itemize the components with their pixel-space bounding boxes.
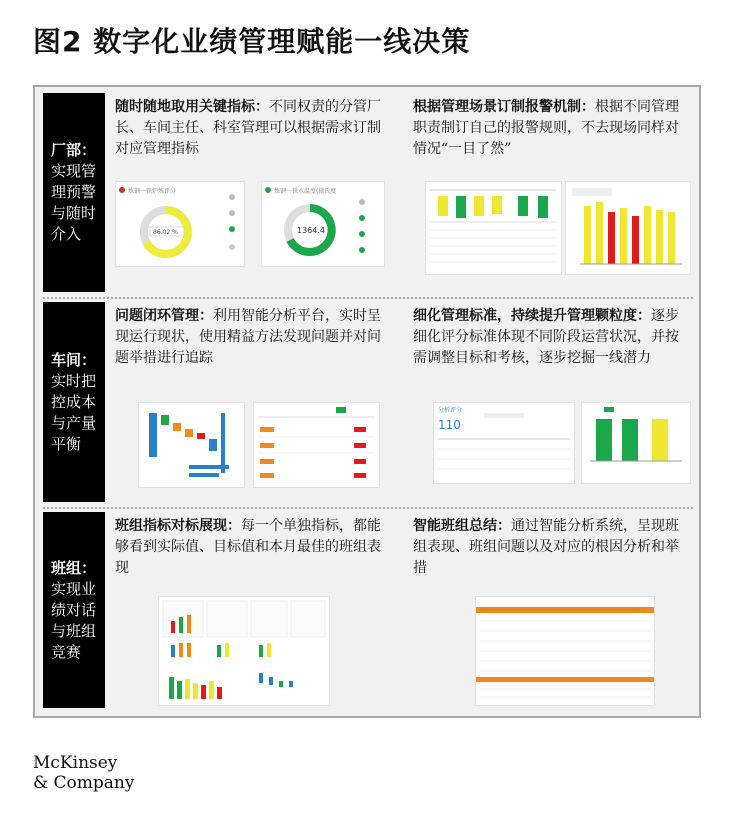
score-thumbnail — [433, 402, 575, 484]
cell-head: 细化管理标准，持续提升管理颗粒度： — [413, 308, 651, 324]
issue-table-thumbnail — [253, 402, 380, 488]
sidebar-head: 车间： — [51, 350, 97, 369]
cell-text — [115, 97, 387, 160]
gauge-value: 86.02 % — [153, 229, 178, 236]
gauge-title: 炼钢一铁炉炼评分 — [128, 188, 177, 195]
sidebar-workshop — [43, 302, 105, 502]
row-factory — [43, 93, 693, 292]
gauge-value: 1364.4 — [297, 226, 325, 235]
row-team — [43, 512, 693, 708]
cell-head: 班组指标对标展现： — [115, 518, 241, 534]
cell-body: 每一个单独指标，都能够看到实际值、目标值和本月最佳的班组表现 — [115, 518, 381, 576]
team-summary-thumbnail — [475, 596, 655, 706]
cell-text — [413, 306, 688, 369]
team-benchmark-thumbnail — [158, 596, 330, 706]
cell-body: 根据不同管理职责制订自己的报警规则，不去现场同样对情况“一目了然” — [413, 99, 679, 157]
cell-body: 通过智能分析系统，呈现班组表现、班组问题以及对应的根因分析和举措 — [413, 518, 679, 576]
sidebar-factory — [43, 93, 105, 292]
gauge-title: 炼钢一铁水温度(摄氏度 — [274, 188, 337, 195]
cell-text — [413, 97, 688, 160]
cell-head: 智能班组总结： — [413, 518, 511, 534]
cell-head: 根据管理场景订制报警机制： — [413, 99, 595, 115]
cell-text — [115, 516, 387, 579]
figure-title: 图2 数字化业绩管理赋能一线决策 — [33, 25, 471, 58]
sidebar-head: 厂部： — [51, 141, 97, 159]
sidebar-body: 实现业绩对话与班组竞赛 — [51, 579, 97, 661]
content-panel — [33, 85, 701, 718]
score-bar-thumbnail — [581, 402, 691, 484]
waterfall-thumbnail — [138, 402, 245, 488]
alarm-chart-thumbnail — [565, 181, 691, 275]
mckinsey-logo — [33, 753, 134, 793]
cell-head: 随时随地取用关键指标： — [115, 99, 269, 115]
sidebar-head: 班组： — [51, 558, 97, 577]
row-divider — [43, 297, 693, 299]
logo-line: McKinsey — [33, 753, 118, 773]
cell-body: 逐步细化评分标准体现不同阶段运营状况，并按需调整目标和考核，逐步挖掘一线潜力 — [413, 308, 679, 366]
cell-head: 问题闭环管理： — [115, 308, 213, 324]
alarm-chart-thumbnail — [425, 181, 562, 275]
gauge-thumbnail — [261, 181, 385, 267]
gauge-legend — [218, 181, 248, 265]
row-divider — [43, 507, 693, 509]
cell-body: 不同权责的分管厂长、车间主任、科室管理可以根据需求订制对应管理指标 — [115, 99, 381, 157]
sidebar-body: 实时把控成本与产量平衡 — [51, 371, 97, 453]
cell-text — [115, 306, 387, 369]
cell-body: 利用智能分析平台，实时呈现运行现状，使用精益方法发现问题并对问题举措进行追踪 — [115, 308, 381, 366]
logo-line: & Company — [33, 773, 135, 793]
analysis-value: 110 — [438, 418, 461, 432]
sidebar-team — [43, 512, 105, 708]
cell-text — [413, 516, 688, 579]
row-workshop — [43, 302, 693, 502]
analysis-label: 分析评分 — [438, 407, 463, 414]
sidebar-body: 实现管理预警与随时介入 — [51, 162, 97, 243]
